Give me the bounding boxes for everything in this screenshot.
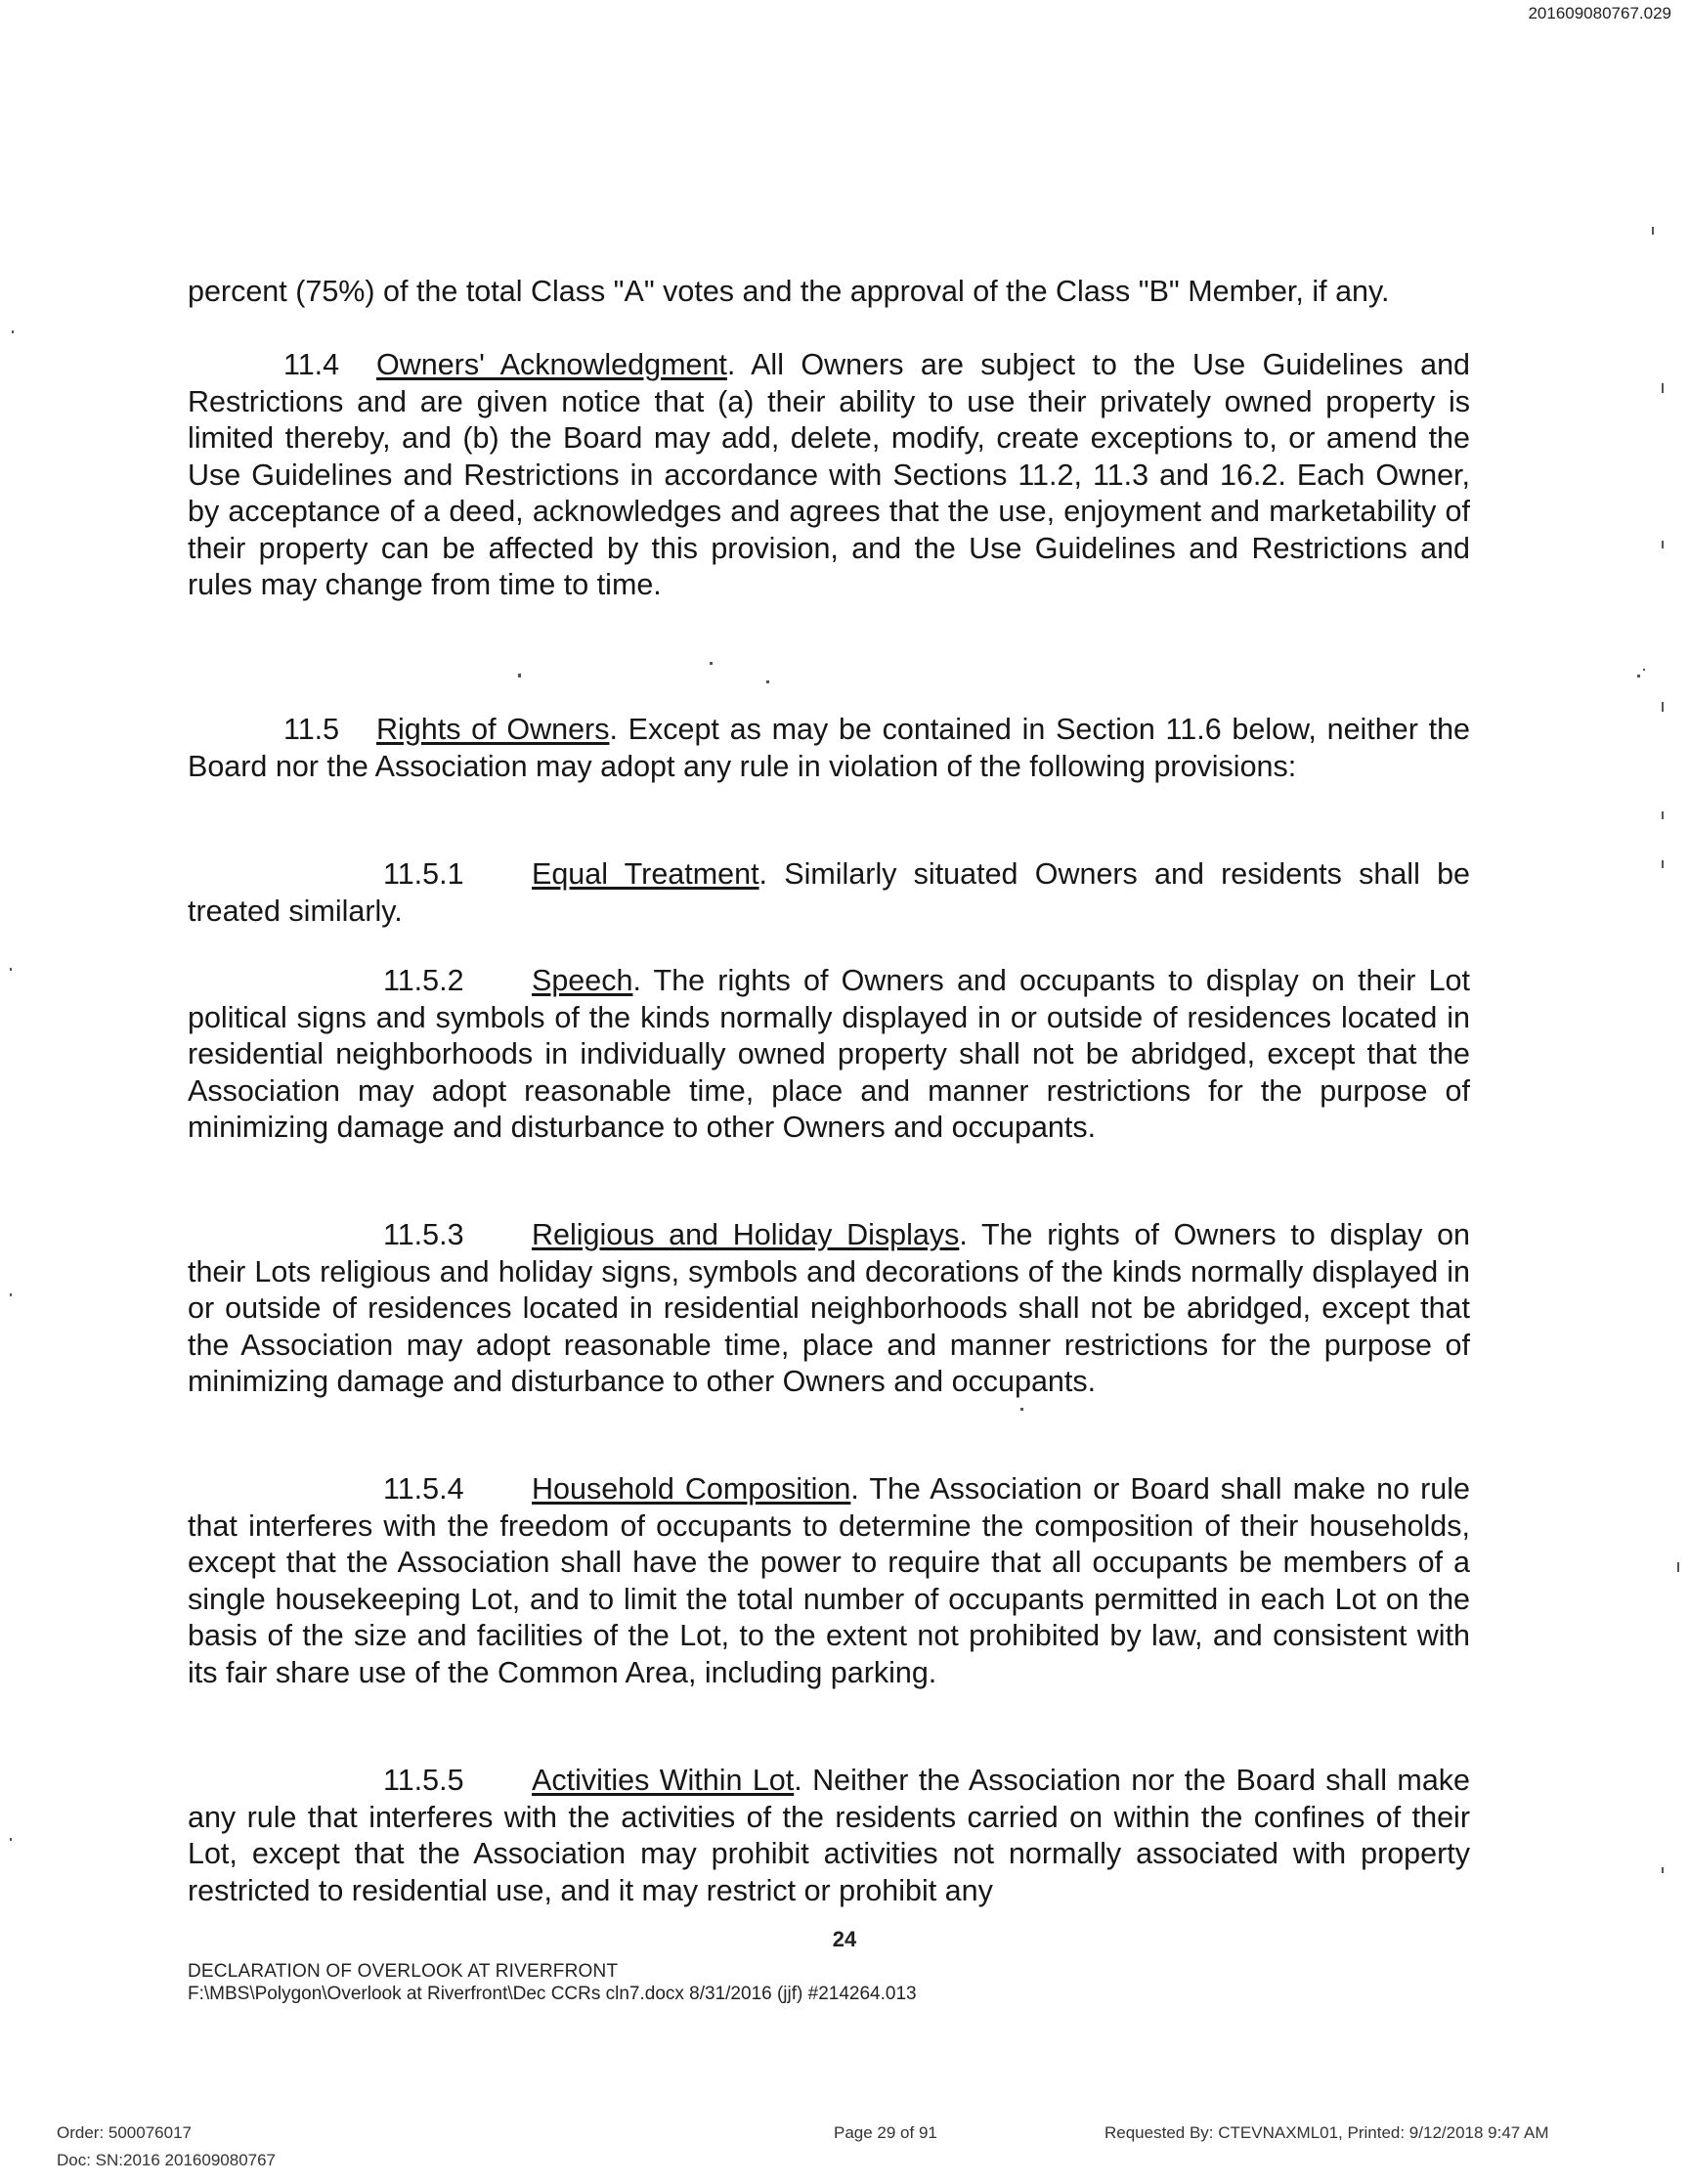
section-text: . All Owners are subject to the Use Guidelines and Restrictions and are given notice that (a) their ability to use their privately owned property is limited thereby, and (b) the Board may add, delete, modify, create exceptions to, or amend the Use Guidelines and Restrictions in accordance with Sections 11.2, 11.3 and 16.2. Each Owner, by acceptance of a deed, acknowledges and agrees that the use, enjoyment and marketability of their property can be affected by this provision, and the Use Guidelines and Restrictions and rules may change from time to time.: [188, 348, 1470, 601]
page-count: Page 29 of 91: [834, 2123, 937, 2142]
section-heading: Equal Treatment: [532, 857, 759, 891]
section-heading: Speech: [532, 964, 633, 997]
section-heading: Rights of Owners: [376, 713, 610, 746]
scan-speck: [1662, 541, 1664, 548]
section-number: 11.5.1: [383, 857, 464, 891]
section-number: 11.5.3: [383, 1218, 464, 1251]
order-number: Order: 500076017: [57, 2123, 192, 2142]
scan-speck: [1637, 675, 1640, 677]
paragraph-continuation: [188, 274, 1470, 311]
scan-speck: [10, 968, 12, 971]
document-id: 201609080767.029: [1528, 4, 1671, 22]
section-text: . The rights of Owners to display on their Lots religious and holiday signs, symbols and decorations of the kinds normally displayed in or outside of residences located in residential neighborhoods shall not be abridged, except that the Association may adopt reasonable time, place and manner restrictions for the purpose of minimizing damage and disturbance to other Owners and occupants.: [188, 1218, 1470, 1398]
page-number: 24: [832, 1927, 857, 1951]
section-number: 11.5: [283, 713, 340, 746]
scan-speck: [710, 662, 713, 665]
section-heading: Household Composition: [532, 1472, 851, 1506]
file-path: F:\MBS\Polygon\Overlook at Riverfront\Dec CCRs cln7.docx 8/31/2016 (jjf) #214264.013: [188, 1984, 917, 2004]
section-11-5-5: [188, 1763, 1470, 1909]
section-heading: Activities Within Lot: [532, 1764, 795, 1797]
section-text: . The Association or Board shall make no rule that interferes with the freedom of occupants to determine the composition of their households, except that the Association shall have the power to require that all occupants be members of a single housekeeping Lot, and to limit the total number of occupants permitted in each Lot on the basis of the size and facilities of the Lot, to the extent not prohibited by law, and consistent with its fair share use of the Common Area, including parking.: [188, 1472, 1470, 1689]
scan-speck: [1662, 1867, 1664, 1873]
section-heading: Religious and Holiday Displays: [532, 1218, 960, 1251]
section-11-5-1: [188, 856, 1470, 930]
section-11-5-2: [188, 963, 1470, 1147]
section-text: . Neither the Association nor the Board shall make any rule that interferes with the activities of the residents carried on within the confines of their Lot, except that the Association may prohibit activities not normally associated with property restricted to residential use, and it may restrict or prohibit any: [188, 1764, 1471, 1907]
scan-speck: [1662, 702, 1664, 712]
scan-speck: [12, 330, 14, 333]
scan-speck: [10, 1838, 12, 1841]
doc-serial: Doc: SN:2016 201609080767: [57, 2151, 277, 2169]
scan-speck: [1662, 860, 1664, 868]
section-text: . Except as may be contained in Section 11.6 below, neither the Board nor the Association may adopt any rule in violation of the following provisions:: [188, 713, 1471, 783]
section-11-4: [188, 347, 1470, 604]
scan-speck: [10, 1293, 12, 1296]
requested-by: Requested By: CTEVNAXML01, Printed: 9/12/2018 9:47 AM: [1104, 2123, 1549, 2142]
scan-speck: [1020, 1408, 1023, 1411]
scan-speck: [766, 680, 769, 683]
section-number: 11.4: [283, 348, 340, 381]
scan-speck: [1652, 227, 1654, 235]
scan-speck: [1662, 383, 1664, 393]
section-number: 11.5.4: [383, 1472, 464, 1506]
section-text: . Similarly situated Owners and residents shall be treated similarly.: [188, 857, 1470, 928]
section-number: 11.5.2: [383, 964, 464, 997]
section-heading: Owners' Acknowledgment: [376, 348, 727, 381]
scan-speck: [1643, 669, 1645, 671]
section-11-5: [188, 712, 1470, 785]
section-11-5-3: [188, 1217, 1470, 1401]
paragraph-text: percent (75%) of the total Class "A" votes and the approval of the Class "B" Member, if any.: [188, 275, 1390, 308]
scan-speck: [1662, 811, 1664, 819]
section-number: 11.5.5: [383, 1764, 464, 1797]
section-text: . The rights of Owners and occupants to display on their Lot political signs and symbols of the kinds normally displayed in or outside of residences located in residential neighborhoods in individually owned property shall not be abridged, except that the Association may adopt reasonable time, place and manner restrictions for the purpose of minimizing damage and disturbance to other Owners and occupants.: [188, 964, 1470, 1144]
declaration-title: DECLARATION OF OVERLOOK AT RIVERFRONT: [188, 1961, 619, 1982]
section-11-5-4: [188, 1471, 1470, 1691]
scan-speck: [518, 674, 521, 677]
scan-speck: [1677, 1562, 1679, 1572]
